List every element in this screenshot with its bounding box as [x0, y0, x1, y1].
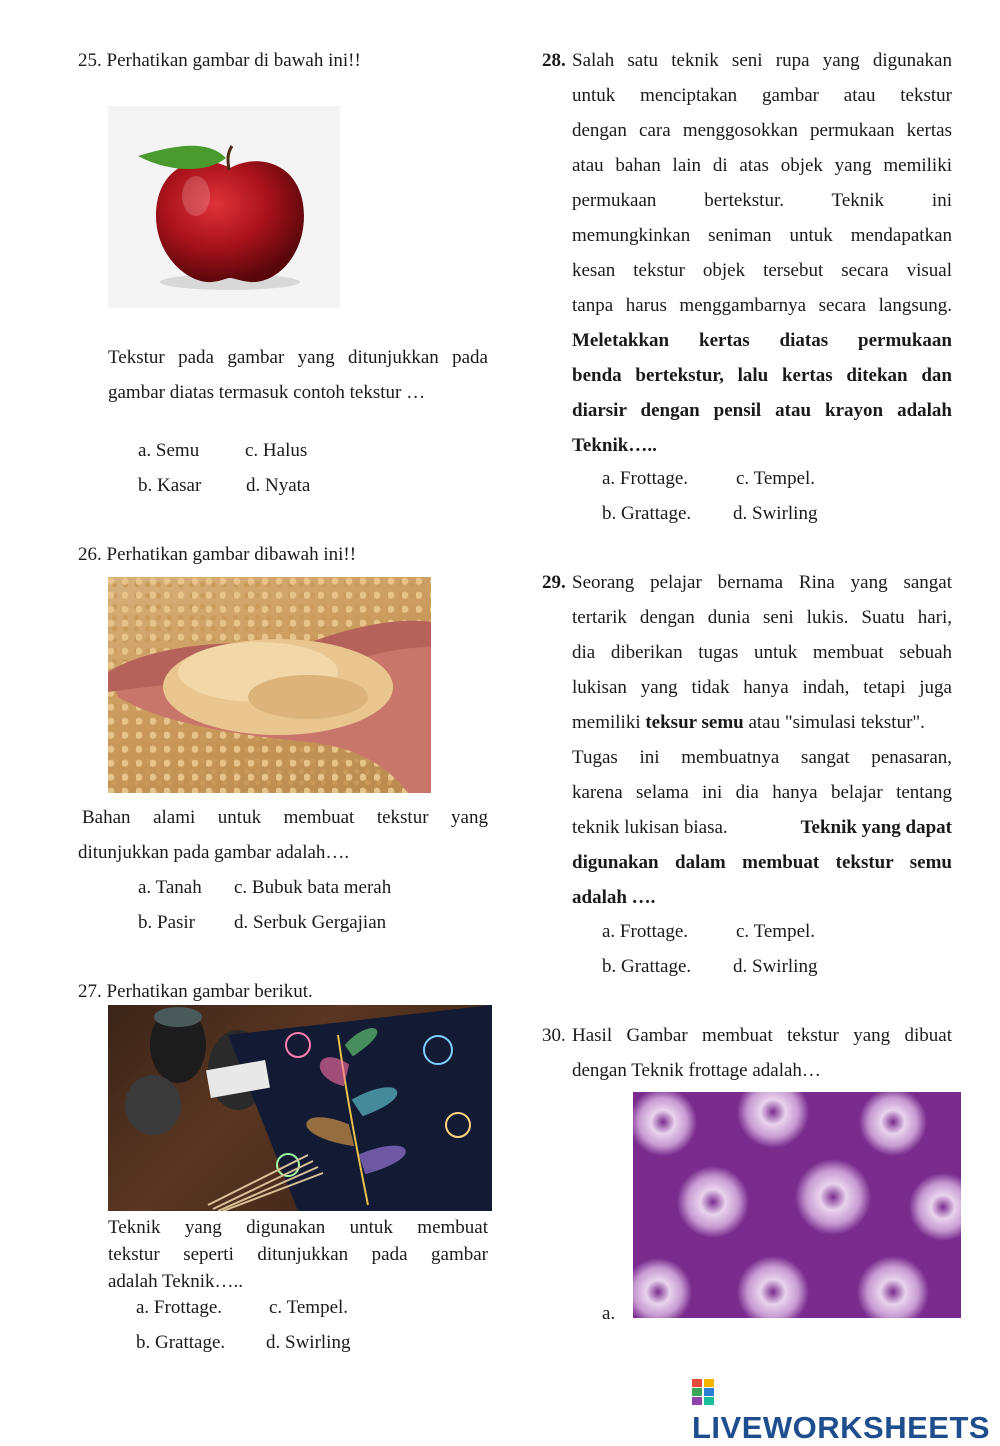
q29-line	[572, 705, 952, 740]
q29-line: lukisan yang tidak hanya indah, tetapi juga	[572, 677, 952, 698]
q26-option-d[interactable]: d. Serbuk Gergajian	[234, 912, 387, 933]
q27-option-c[interactable]: c. Tempel.	[269, 1297, 349, 1318]
q28-bold-line: benda bertekstur, lalu kertas ditekan dan	[572, 365, 952, 386]
q29-line5-bold: teksur semu	[645, 712, 744, 733]
q25-title: 25. Perhatikan gambar di bawah ini!!	[78, 50, 361, 71]
q28-option-b[interactable]: b. Grattage.	[602, 503, 692, 524]
q26-title: 26. Perhatikan gambar dibawah ini!!	[78, 544, 357, 565]
q28-line: dengan cara menggosokkan permukaan kertas	[572, 120, 952, 141]
q29-line: karena selama ini dia hanya belajar tentang	[572, 782, 952, 803]
q30-option-a[interactable]: a.	[602, 1303, 616, 1324]
q25-text-line2: gambar diatas termasuk contoh tekstur …	[108, 382, 426, 403]
q29-line: Seorang pelajar bernama Rina yang sangat	[572, 572, 952, 593]
q25-option-c[interactable]: c. Halus	[245, 440, 308, 461]
q28-option-a[interactable]: a. Frottage.	[602, 468, 689, 489]
q29-option-a[interactable]: a. Frottage.	[602, 921, 689, 942]
q29-line5-post: atau "simulasi tekstur".	[743, 712, 925, 733]
liveworksheets-logo	[692, 1374, 1000, 1446]
q26-option-b[interactable]: b. Pasir	[138, 912, 195, 933]
q27-option-a[interactable]: a. Frottage.	[136, 1297, 223, 1318]
q26-text-line2: ditunjukkan pada gambar adalah….	[78, 842, 350, 863]
q29-option-d[interactable]: d. Swirling	[733, 956, 818, 977]
q26-text-line1: Bahan alami untuk membuat tekstur yang	[82, 807, 488, 828]
q28-line: atau bahan lain di atas objek yang memiliki	[572, 155, 952, 176]
q28-number: 28.	[542, 50, 566, 71]
q30-line1: Hasil Gambar membuat tekstur yang dibuat	[572, 1025, 952, 1046]
q29-line8-pre: teknik lukisan biasa.	[572, 817, 733, 838]
q29-line5-pre: memiliki	[572, 712, 646, 733]
q29-line: tertarik dengan dunia seni lukis. Suatu hari,	[572, 607, 952, 628]
q29-line: dia diberikan tugas untuk membuat sebuah	[572, 642, 952, 663]
q30-number: 30.	[542, 1025, 566, 1046]
q30-line2: dengan Teknik frottage adalah…	[572, 1060, 821, 1081]
q28-line: kesan tekstur objek tersebut secara visual	[572, 260, 952, 281]
q28-bold-line: Teknik…..	[572, 435, 657, 456]
q28-line: memungkinkan seniman untuk mendapatkan	[572, 225, 952, 246]
q28-bold-line: Meletakkan kertas diatas permukaan	[572, 330, 952, 351]
sawdust-hand-image	[108, 577, 431, 793]
q28-line: permukaan bertekstur. Teknik ini	[572, 190, 952, 211]
q27-option-b[interactable]: b. Grattage.	[136, 1332, 226, 1353]
q28-bold-line: diarsir dengan pensil atau krayon adalah	[572, 400, 952, 421]
q28-option-d[interactable]: d. Swirling	[733, 503, 818, 524]
q29-option-c[interactable]: c. Tempel.	[736, 921, 816, 942]
q25-option-b[interactable]: b. Kasar	[138, 475, 202, 496]
apple-image	[108, 106, 340, 308]
q25-text-line1: Tekstur pada gambar yang ditunjukkan pada	[108, 347, 488, 368]
q29-option-b[interactable]: b. Grattage.	[602, 956, 692, 977]
q28-line: untuk menciptakan gambar atau tekstur	[572, 85, 952, 106]
q29-bold-line: digunakan dalam membuat tekstur semu	[572, 852, 952, 873]
scratch-art-image	[108, 1005, 492, 1211]
q29-bold-line: adalah ….	[572, 887, 656, 908]
q27-text-line3: adalah Teknik…..	[108, 1271, 243, 1292]
q28-line: tanpa harus menggambarnya secara langsung.	[572, 295, 952, 316]
q25-option-d[interactable]: d. Nyata	[246, 475, 311, 496]
q29-number: 29.	[542, 572, 566, 593]
logo-blocks-icon	[692, 1379, 714, 1405]
q27-option-d[interactable]: d. Swirling	[266, 1332, 351, 1353]
q27-title: 27. Perhatikan gambar berikut.	[78, 981, 313, 1002]
q29-line	[572, 810, 952, 845]
q28-line: Salah satu teknik seni rupa yang digunakan	[572, 50, 952, 71]
tie-dye-image	[633, 1092, 961, 1318]
q26-option-a[interactable]: a. Tanah	[138, 877, 202, 898]
q27-text-line1: Teknik yang digunakan untuk membuat	[108, 1217, 488, 1238]
q27-text-line2: tekstur seperti ditunjukkan pada gambar	[108, 1244, 488, 1265]
q25-option-a[interactable]: a. Semu	[138, 440, 200, 461]
q26-option-c[interactable]: c. Bubuk bata merah	[234, 877, 392, 898]
q28-option-c[interactable]: c. Tempel.	[736, 468, 816, 489]
q29-line8-bold: Teknik yang dapat	[800, 817, 952, 838]
logo-text: LIVEWORKSHEETS	[692, 1410, 991, 1445]
q29-line: Tugas ini membuatnya sangat penasaran,	[572, 747, 952, 768]
